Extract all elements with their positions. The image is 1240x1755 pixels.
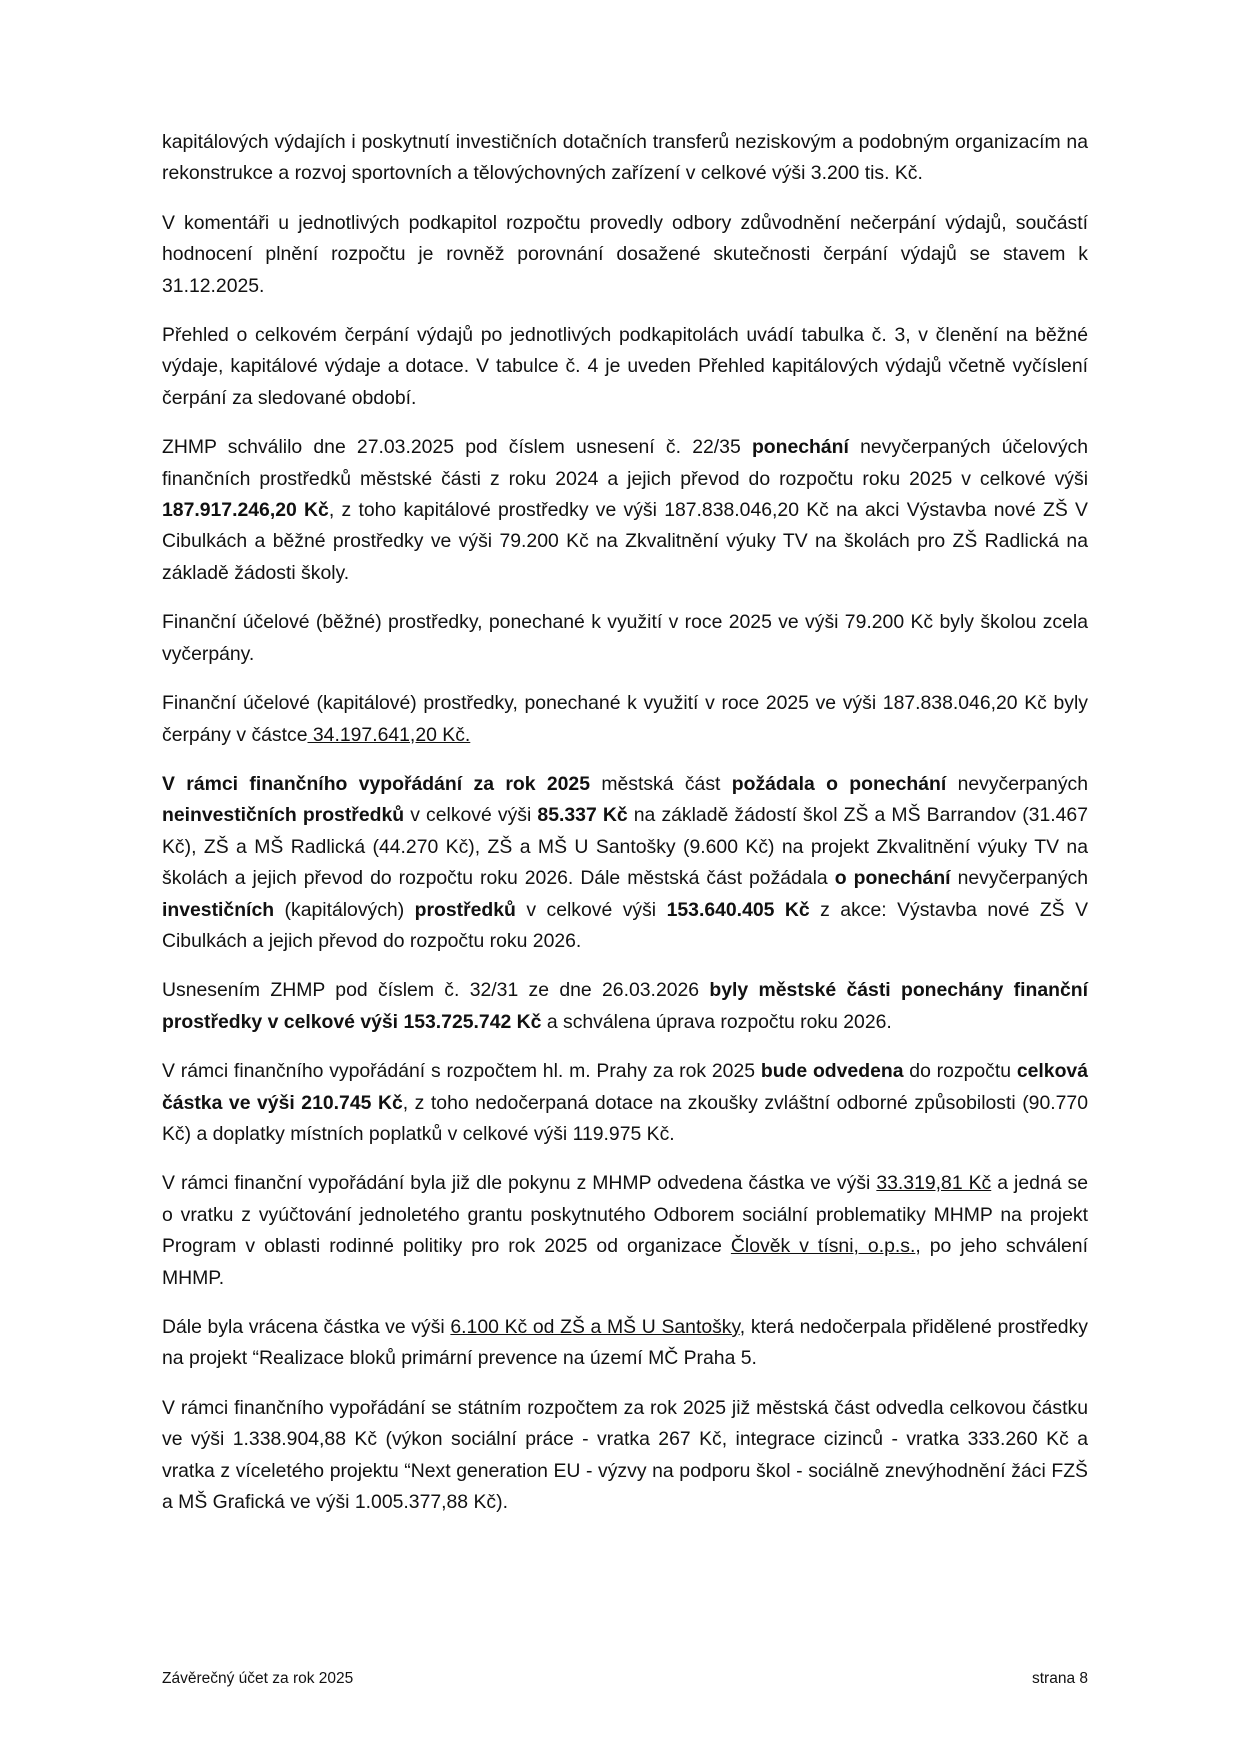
page-footer xyxy=(162,1669,1088,1689)
bold-text: 187.917.246,20 Kč xyxy=(162,499,329,522)
bold-text: celková částka ve výši 210.745 Kč xyxy=(162,1060,1088,1114)
text-run: městská část xyxy=(589,772,732,795)
footer-page-number: strana 8 xyxy=(1031,1670,1088,1687)
bold-text: o ponechání xyxy=(834,867,951,890)
text-run: a schválena úprava rozpočtu roku 2026. xyxy=(541,1010,892,1033)
bold-text: požádala o ponechání xyxy=(731,772,947,795)
paragraph-zhmp-schvalilo xyxy=(162,432,1088,589)
text-run: Usnesením ZHMP pod číslem č. 32/31 ze dne 26.03.2026 xyxy=(162,979,710,1002)
paragraph-odvedena-castka xyxy=(162,1056,1088,1150)
bold-text: ponechání xyxy=(751,436,849,459)
bold-text: V rámci finančního vypořádání za rok 2025 xyxy=(162,772,590,795)
paragraph-vyporadani-2025 xyxy=(162,769,1088,957)
text-run: Dále byla vrácena částka ve výši xyxy=(162,1316,451,1338)
text-run: , z toho nedočerpaná dotace na zkoušky zvláštní odborné způsobilosti (90.770 Kč) a doplatky místních poplatků v celkové výši 119.975 Kč. xyxy=(162,1091,1088,1145)
text-run: , která nedočerpala přidělené prostředky na projekt “Realizace bloků primární prevence na území MČ Praha 5. xyxy=(162,1316,1088,1370)
bold-text: prostředků xyxy=(414,898,516,921)
bold-text: neinvestičních prostředků xyxy=(162,804,405,827)
bold-text: 85.337 Kč xyxy=(537,804,628,827)
text-run: v celkové výši xyxy=(404,804,538,827)
text-run: a jedná se o vratku z vyúčtování jednoletého grantu poskytnutého Odborem sociální problematiky MHMP na projekt Program v oblasti rodinné politiky pro rok 2025 od organizace xyxy=(162,1172,1088,1258)
text-run: , z toho kapitálové prostředky ve výši 187.838.046,20 Kč na akci Výstavba nové ZŠ V Cibulkách a běžné prostředky ve výši 79.200 Kč na Zkvalitnění výuky TV na školách pro ZŠ Radlická na základě žádosti školy. xyxy=(162,499,1088,584)
text-run: V rámci finanční vypořádání byla již dle pokynu z MHMP odvedena částka ve výši xyxy=(162,1172,877,1195)
paragraph-kapitalove-vydaje xyxy=(162,127,1088,190)
text-run: (kapitálových) xyxy=(274,898,415,921)
paragraph-bezne-prostredky xyxy=(162,607,1088,670)
text-run: nevyčerpaných xyxy=(950,867,1089,890)
text-run: nevyčerpaných účelových finančních prostředků městské části z roku 2024 a jejich převod do rozpočtu roku 2025 v celkové výši xyxy=(162,436,1088,490)
paragraph-mhmp-vratka xyxy=(162,1168,1088,1294)
paragraph-komentar xyxy=(162,208,1088,302)
paragraph-santosky-vraceno xyxy=(162,1312,1088,1375)
text-run: do rozpočtu xyxy=(903,1060,1017,1083)
text-run: , po jeho schválení MHMP. xyxy=(162,1235,1088,1289)
text-run: Přehled o celkovém čerpání výdajů po jednotlivých podkapitolách uvádí tabulka č. 3, v členění na běžné výdaje, kapitálové výdaje a dotace. V tabulce č. 4 je uveden Přehled kapitálových výdajů včetně vyčíslení čerpání za sledované období. xyxy=(162,324,1088,409)
footer-document-title: Závěrečný účet za rok 2025 xyxy=(162,1670,354,1687)
text-run: V komentáři u jednotlivých podkapitol rozpočtu provedly odbory zdůvodnění nečerpání výdajů, součástí hodnocení plnění rozpočtu je rovněž porovnání dosažené skutečnosti čerpání výdajů se stavem k 31.12.2025. xyxy=(162,211,1088,297)
text-run: v celkové výši xyxy=(515,898,667,921)
bold-text: investičních xyxy=(162,898,275,921)
page-body xyxy=(162,127,1088,1536)
text-run: Finanční účelové (běžné) prostředky, ponechané k využití v roce 2025 ve výši 79.200 Kč byly školou zcela vyčerpány. xyxy=(162,611,1088,665)
text-run: V rámci finančního vypořádání s rozpočtem hl. m. Prahy za rok 2025 xyxy=(162,1060,761,1083)
bold-text: bude odvedena xyxy=(760,1060,904,1083)
paragraph-prehled xyxy=(162,320,1088,414)
underlined-text: Člověk v tísni, o.p.s. xyxy=(730,1235,916,1258)
paragraph-kapitalove-prostredky xyxy=(162,688,1088,751)
paragraph-usnesenim-zhmp xyxy=(162,975,1088,1038)
text-run: V rámci finančního vypořádání se státním rozpočtem za rok 2025 již městská část odvedla celkovou částku ve výši 1.338.904,88 Kč (výkon sociální práce - vratka 267 Kč, integrace cizinců - vratka 333.260 Kč a vratka z víceletého projektu “Next generation EU - výzvy na podporu škol - sociálně znevýhodnění žáci FZŠ a MŠ Grafická ve výši 1.005.377,88 Kč). xyxy=(162,1396,1088,1514)
paragraph-statni-rozpocet xyxy=(162,1393,1088,1519)
bold-text: byly městské části ponechány finanční prostředky v celkové výši 153.725.742 Kč xyxy=(162,979,1088,1033)
bold-text: 153.640.405 Kč xyxy=(666,898,810,921)
text-run: ZHMP schválilo dne 27.03.2025 pod číslem usnesení č. 22/35 xyxy=(162,436,752,459)
text-run: nevyčerpaných xyxy=(946,772,1088,795)
text-run: z akce: Výstavba nové ZŠ V Cibulkách a jejich převod do rozpočtu roku 2026. xyxy=(162,898,1089,952)
underlined-text: 34.197.641,20 Kč. xyxy=(307,723,471,746)
underlined-text: 33.319,81 Kč xyxy=(876,1172,992,1195)
text-run: kapitálových výdajích i poskytnutí investičních dotačních transferů neziskovým a podobným organizacím na rekonstrukce a rozvoj sportovních a tělovýchovných zařízení v celkové výši 3.200 tis. Kč. xyxy=(162,131,1088,185)
text-run: na základě žádostí škol ZŠ a MŠ Barrandov (31.467 Kč), ZŠ a MŠ Radlická (44.270 Kč), ZŠ a MŠ U Santošky (9.600 Kč) na projekt Zkvalitnění výuky TV na školách a jejich převod do rozpočtu roku 2026. Dále městská část požádala xyxy=(162,804,1088,890)
text-run: Finanční účelové (kapitálové) prostředky, ponechané k využití v roce 2025 ve výši 187.838.046,20 Kč byly čerpány v částce xyxy=(162,692,1088,746)
underlined-text: 6.100 Kč od ZŠ a MŠ U Santošky xyxy=(450,1316,740,1338)
